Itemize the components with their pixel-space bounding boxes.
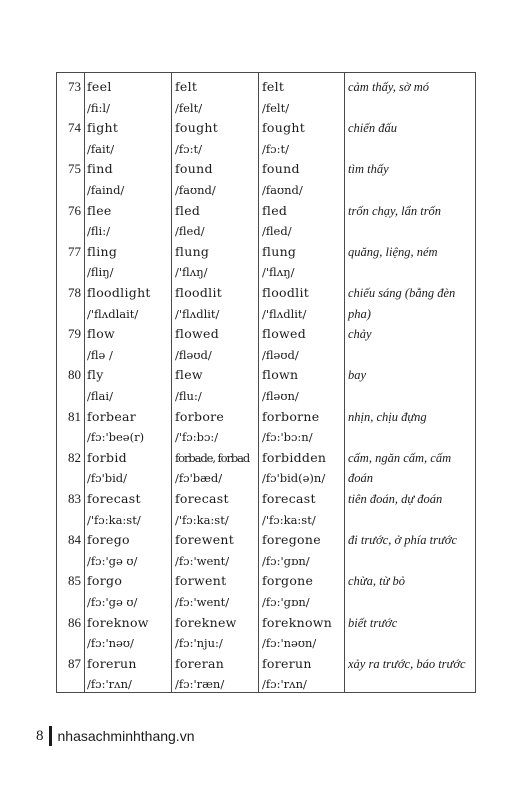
past-participle: flown [262, 367, 299, 383]
past-participle: foregone [262, 532, 321, 548]
table-row [57, 447, 475, 488]
base-pronunciation: /fliŋ/ [87, 265, 114, 280]
past-participle: flowed [262, 326, 307, 342]
past-participle-pronunciation: /'flʌdlit/ [262, 306, 307, 321]
base-form: fling [87, 243, 118, 259]
past-simple-pronunciation: /fɔ:'nju:/ [175, 636, 223, 651]
past-simple-pronunciation: /'fɔ:ka:st/ [175, 512, 229, 527]
past-simple-pronunciation: /felt/ [175, 100, 203, 115]
table-row [57, 200, 475, 241]
past-simple-pronunciation: /fɔ:'ræn/ [175, 677, 225, 692]
past-participle: forbidden [262, 449, 327, 465]
table-row [57, 406, 475, 447]
past-simple: foreknew [175, 614, 237, 630]
meaning: trốn chạy, lẩn trốn [348, 203, 442, 218]
past-participle: flung [262, 243, 297, 259]
meaning: đi trước, ở phía trước [348, 533, 457, 548]
base-pronunciation: /fɔ:'beə(r) [87, 430, 145, 445]
past-simple-pronunciation: /fɔ:'went/ [175, 594, 230, 609]
meaning: chiếu sáng (bằng đèn pha) [348, 286, 456, 321]
meaning: tiên đoán, dự đoán [348, 492, 443, 506]
past-simple: fled [175, 202, 201, 218]
base-form: floodlight [87, 285, 151, 300]
meaning: bay [348, 368, 367, 383]
base-pronunciation: /fɔ:'nəʊ/ [87, 636, 134, 651]
base-pronunciation: /fi:l/ [87, 100, 110, 115]
row-number: 86 [68, 614, 81, 630]
past-simple-pronunciation: /'fɔ:bɔ:/ [175, 430, 219, 445]
base-form: forego [87, 532, 130, 548]
past-participle-pronunciation: /fɔ:'rʌn/ [262, 677, 307, 692]
base-form: forgo [87, 573, 123, 589]
row-number: 78 [68, 285, 81, 300]
row-number: 82 [68, 449, 81, 465]
past-participle-pronunciation: /faʊnd/ [262, 182, 303, 197]
past-simple: flew [175, 367, 203, 383]
past-participle-pronunciation: /fɔ:t/ [262, 141, 289, 156]
row-number: 87 [68, 655, 81, 671]
base-pronunciation: /flai/ [87, 388, 113, 403]
site-name: nhasachminhthang.vn [57, 728, 195, 744]
base-form: flee [87, 202, 112, 218]
past-simple: foreran [175, 655, 225, 671]
past-participle-pronunciation: /fɔ:'gɒn/ [262, 553, 310, 568]
meaning: chiến đấu [348, 121, 397, 136]
row-number: 80 [68, 367, 81, 383]
table-row [57, 323, 475, 364]
meaning: quăng, liệng, ném [348, 244, 438, 259]
meaning: chảy [348, 327, 372, 342]
past-participle-pronunciation: /'flʌŋ/ [262, 265, 295, 280]
past-participle: fled [262, 202, 288, 218]
past-participle: felt [262, 79, 285, 94]
meaning: xảy ra trước, báo trước [348, 656, 466, 671]
past-simple: found [175, 161, 213, 177]
meaning: cấm, ngăn cấm, cấm đoán [348, 450, 452, 486]
table-row [57, 488, 475, 529]
past-simple: fought [175, 120, 219, 136]
meaning: cảm thấy, sờ mó [348, 80, 429, 94]
table-row [57, 653, 475, 694]
footer-divider [49, 726, 52, 746]
past-simple: forwent [175, 573, 227, 589]
past-simple: flung [175, 243, 210, 259]
past-participle-pronunciation: /fləʊd/ [262, 347, 299, 362]
past-participle-pronunciation: /fɔ:'gɒn/ [262, 594, 310, 609]
row-number: 81 [68, 408, 81, 424]
past-simple: forbore [175, 408, 225, 424]
past-participle-pronunciation: /fɔ:'bɔ:n/ [262, 430, 313, 445]
base-form: feel [87, 79, 112, 94]
row-number: 79 [68, 326, 81, 342]
past-simple: floodlit [175, 285, 223, 300]
past-simple-pronunciation: /fɔ:'went/ [175, 553, 230, 568]
row-number: 75 [68, 161, 81, 177]
base-pronunciation: /fli:/ [87, 224, 110, 239]
past-participle-pronunciation: /'fɔ:ka:st/ [262, 512, 316, 527]
past-participle: forecast [262, 491, 316, 506]
past-simple-pronunciation: /fled/ [175, 224, 205, 239]
row-number: 76 [68, 202, 81, 218]
past-simple: forewent [175, 532, 235, 548]
table-row [57, 158, 475, 199]
table-row [57, 570, 475, 611]
table-row [57, 364, 475, 405]
base-pronunciation: /faind/ [87, 182, 125, 197]
base-pronunciation: /fɔ'bid/ [87, 471, 128, 486]
past-participle: floodlit [262, 285, 310, 300]
row-number: 85 [68, 573, 81, 589]
base-pronunciation: /flə / [87, 347, 113, 362]
table-row [57, 117, 475, 158]
irregular-verb-table [56, 72, 476, 693]
past-participle: forgone [262, 573, 314, 589]
table-row [57, 76, 475, 117]
past-simple: felt [175, 79, 198, 94]
base-form: find [87, 161, 113, 177]
past-participle-pronunciation: /fɔ:'nəʊn/ [262, 636, 317, 651]
base-pronunciation: /'flʌdlait/ [87, 306, 139, 321]
base-form: fight [87, 120, 119, 136]
row-number: 83 [68, 491, 81, 506]
base-form: flow [87, 326, 116, 342]
base-form: forerun [87, 655, 137, 671]
past-participle-pronunciation: /felt/ [262, 100, 290, 115]
past-participle-pronunciation: /fled/ [262, 224, 292, 239]
base-form: forbear [87, 408, 137, 424]
row-number: 84 [68, 532, 81, 548]
table-row [57, 529, 475, 570]
past-simple: forbade, forbad [175, 450, 250, 465]
row-number: 77 [68, 243, 81, 259]
meaning: tìm thấy [348, 162, 389, 177]
past-simple: forecast [175, 491, 229, 506]
base-form: forecast [87, 491, 141, 506]
table-row [57, 241, 475, 282]
meaning: biết trước [348, 615, 398, 630]
row-number: 74 [68, 120, 81, 136]
past-simple-pronunciation: /flu:/ [175, 388, 202, 403]
page-footer [36, 726, 195, 746]
past-simple-pronunciation: /'flʌŋ/ [175, 265, 208, 280]
base-pronunciation: /fɔ:'gə ʊ/ [87, 594, 138, 609]
base-pronunciation: /fɔ:'rʌn/ [87, 677, 132, 692]
past-simple: flowed [175, 326, 220, 342]
past-simple-pronunciation: /faʊnd/ [175, 182, 216, 197]
base-form: fly [87, 367, 104, 383]
meaning: chừa, từ bỏ [348, 574, 406, 589]
meaning: nhịn, chịu đựng [348, 409, 427, 424]
past-participle: foreknown [262, 614, 333, 630]
base-pronunciation: /fait/ [87, 141, 115, 156]
base-form: foreknow [87, 614, 149, 630]
past-participle: forborne [262, 408, 320, 424]
past-simple-pronunciation: /fɔ'bæd/ [175, 471, 223, 486]
past-participle-pronunciation: /fɔ'bid(ə)n/ [262, 471, 326, 486]
page-number: 8 [36, 727, 44, 744]
base-pronunciation: /fɔ:'gə ʊ/ [87, 553, 138, 568]
base-form: forbid [87, 449, 127, 465]
base-pronunciation: /'fɔ:ka:st/ [87, 512, 141, 527]
past-simple-pronunciation: /fləʊd/ [175, 347, 212, 362]
past-simple-pronunciation: /fɔ:t/ [175, 141, 202, 156]
past-participle: forerun [262, 655, 312, 671]
row-number: 73 [68, 79, 81, 94]
past-participle: fought [262, 120, 306, 136]
past-simple-pronunciation: /'flʌdlit/ [175, 306, 220, 321]
table-row [57, 612, 475, 653]
past-participle: found [262, 161, 300, 177]
past-participle-pronunciation: /fləʊn/ [262, 388, 299, 403]
table-row [57, 282, 475, 323]
